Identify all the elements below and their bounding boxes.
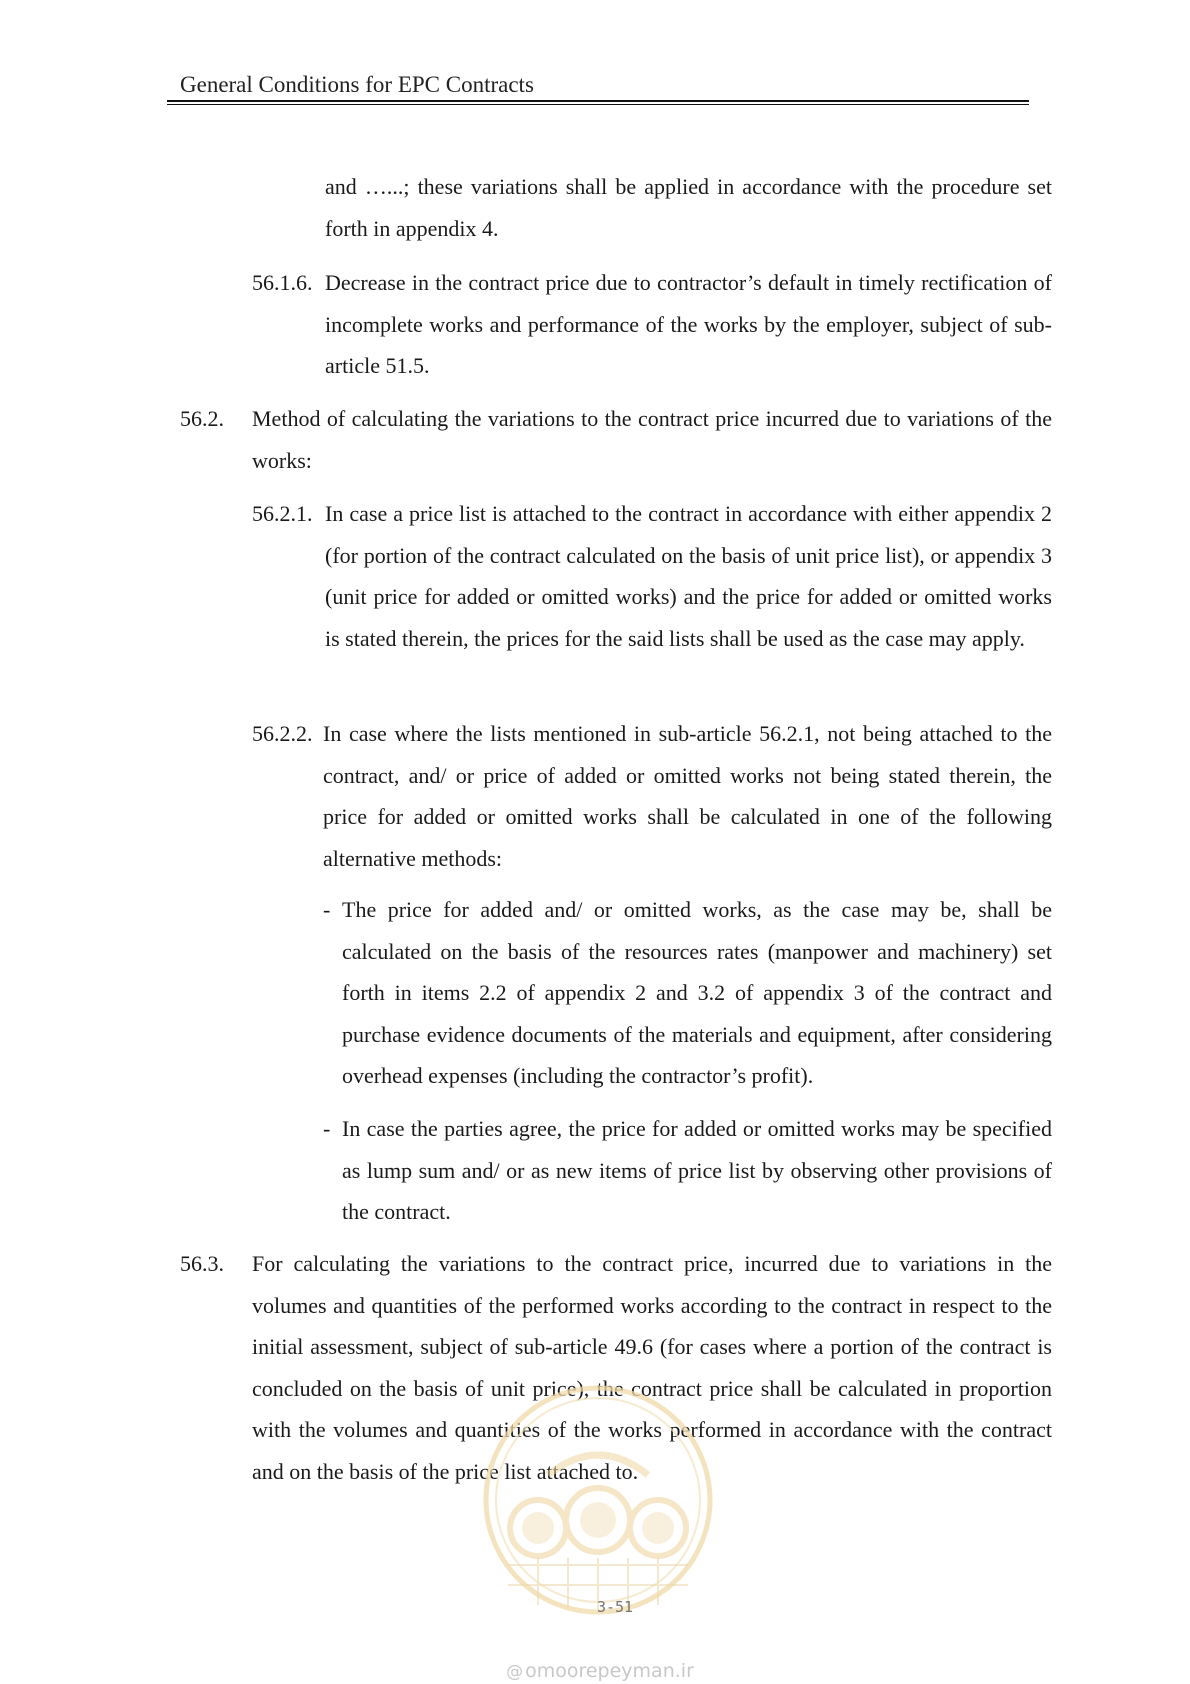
page-number: 3-51 <box>596 1598 634 1616</box>
section-text-56-2: Method of calculating the variations to the contract price incurred due to variations of the works: <box>252 406 1052 473</box>
watermark-seal-icon <box>478 1380 718 1620</box>
section-text-56-2-2: In case where the lists mentioned in sub-article 56.2.1, not being attached to the contract, and/ or price of added or omitted works not being stated therein, the price for added or omitted works shall be calculated in one of the following alternative methods: <box>323 721 1052 871</box>
section-number-56-2-2: 56.2.2. <box>252 721 313 746</box>
bullet-item-text: The price for added and/ or omitted works, as the case may be, shall be calculated on the basis of the resources rates (manpower and machinery) set forth in items 2.2 of appendix 2 and 3.2 of appendix 3 of the contract and purchase evidence documents of the materials and equipment, after considering overhead expenses (including the contractor’s profit). <box>342 897 1052 1088</box>
site-watermark <box>490 1660 710 1682</box>
at-icon: @ <box>506 1662 524 1682</box>
section-number-56-1-6: 56.1.6. <box>252 270 313 295</box>
bullet-item-text: In case the parties agree, the price for added or omitted works may be specified as lump sum and/ or as new items of price list by observing other provisions of the contract. <box>342 1116 1052 1224</box>
document-header-title: General Conditions for EPC Contracts <box>180 72 534 97</box>
header-rule-thin <box>167 104 1029 105</box>
section-text-56-2-1: In case a price list is attached to the contract in accordance with either appendix 2 (for portion of the contract calculated on the basis of unit price list), or appendix 3 (unit price for added or omitted works) and the price for added or omitted works is stated therein, the prices for the said lists shall be used as the case may apply. <box>325 501 1052 651</box>
continued-paragraph: and …...; these variations shall be applied in accordance with the procedure set forth in appendix 4. <box>325 174 1052 241</box>
site-watermark-text: omoorepeyman.ir <box>525 1660 694 1682</box>
section-text-56-1-6: Decrease in the contract price due to contractor’s default in timely rectification of incomplete works and performance of the works by the employer, subject of sub-article 51.5. <box>325 270 1052 378</box>
section-number-56-2-1: 56.2.1. <box>252 501 313 526</box>
section-number-56-3: 56.3. <box>180 1251 224 1276</box>
section-number-56-2: 56.2. <box>180 406 224 431</box>
bullet-marker: - <box>323 897 331 922</box>
header-rule <box>167 100 1029 102</box>
section-text-56-3: For calculating the variations to the contract price, incurred due to variations in the volumes and quantities of the performed works according to the contract in respect to the initial assessment, subject of sub-article 49.6 (for cases where a portion of the contract is concluded on the basis of unit price), the contract price shall be calculated in proportion with the volumes and quantities of the works performed in accordance with the contract and on the basis of the price list attached to. <box>252 1251 1052 1484</box>
bullet-marker: - <box>323 1116 331 1141</box>
